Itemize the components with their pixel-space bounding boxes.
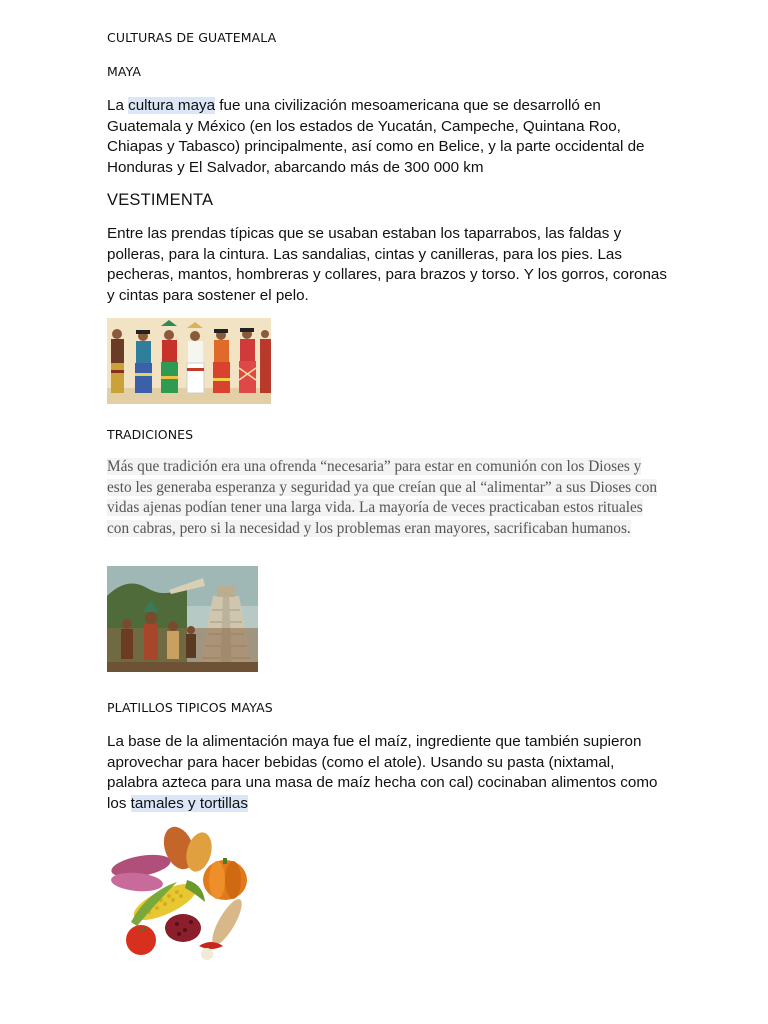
document-title: CULTURAS DE GUATEMALA xyxy=(107,30,277,45)
maya-clothing-illustration xyxy=(107,318,271,404)
cultura-maya-link[interactable]: cultura maya xyxy=(128,97,216,114)
platillos-paragraph-pre: La base de la alimentación maya fue el maíz, ingrediente que también supieron aprovechar para hacer bebidas (como el atole). Usando su pasta (nixtamal, palabra azteca para una masa de maíz hecha con cal) cocinaban alimentos como los xyxy=(107,733,658,812)
maya-ritual-illustration xyxy=(107,566,258,672)
maya-ritual-image xyxy=(107,566,258,672)
maya-clothing-image xyxy=(107,318,271,404)
tamales-tortillas-link[interactable]: tamales y tortillas xyxy=(130,794,248,812)
platillos-paragraph xyxy=(107,732,667,814)
maya-paragraph xyxy=(107,96,667,178)
maya-food-image xyxy=(107,822,252,962)
platillos-heading: PLATILLOS TIPICOS MAYAS xyxy=(107,700,273,715)
vestimenta-paragraph: Entre las prendas típicas que se usaban estaban los taparrabos, las faldas y polleras, para la cintura. Las sandalias, cintas y canilleras, para los pies. Las pecheras, mantos, hombreras y collares, para brazos y torso. Y los gorros, coronas y cintas para sostener el pelo. xyxy=(107,225,667,304)
tradiciones-text: Más que tradición era una ofrenda “necesaria” para estar en comunión con los Dioses y esto les generaba esperanza y seguridad ya que creían que al “alimentar” a sus Dioses con vidas ajenas podían tener una larga vida. La mayoría de veces practicaban estos rituales con cabras, pero si la necesidad y los problemas eran mayores, sacrificaban humanos. xyxy=(107,458,658,537)
tradiciones-heading: TRADICIONES xyxy=(107,427,194,442)
maya-heading: MAYA xyxy=(107,64,141,79)
maya-paragraph-post: fue una civilización mesoamericana que se desarrolló en Guatemala y México (en los estados de Yucatán, Campeche, Quintana Roo, Chiapas y Tabasco) principalmente, así como en Belice, y la parte occidental de Honduras y El Salvador, abarcando más de 300 000 km xyxy=(107,97,645,176)
vestimenta-heading: VESTIMENTA xyxy=(107,191,214,209)
maya-paragraph-pre: La xyxy=(107,97,129,114)
tradiciones-paragraph xyxy=(107,457,667,539)
maya-food-illustration xyxy=(107,822,252,962)
